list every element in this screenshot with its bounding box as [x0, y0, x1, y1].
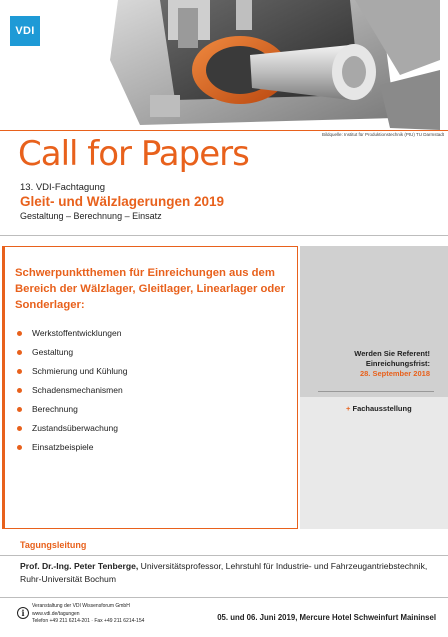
list-item-label: Einsatzbeispiele: [32, 442, 94, 452]
organizer-phone: Telefon +49 211 6214-201 · Fax +49 211 6214-154: [32, 618, 145, 624]
sidebar-panel: [300, 246, 448, 529]
sidebar-divider: [318, 391, 434, 392]
bullet-icon: [17, 388, 22, 393]
list-item: [17, 343, 127, 362]
chair-text: [20, 560, 435, 586]
chair-name: Prof. Dr.-Ing. Peter Tenberge,: [20, 561, 139, 571]
event-number: 13. VDI-Fachtagung: [20, 182, 106, 193]
event-date-venue: 05. und 06. Juni 2019, Mercure Hotel Schweinfurt Maininsel: [217, 613, 436, 622]
topics-heading: Schwerpunktthemen für Einreichungen aus dem Bereich der Wälzlager, Gleitlager, Linearlager oder Sonderlager:: [15, 267, 285, 311]
organizer-website[interactable]: www.vdi.de/tagungen: [32, 610, 80, 617]
bullet-icon: [17, 331, 22, 336]
topics-panel: [2, 246, 298, 529]
list-item-label: Schmierung und Kühlung: [32, 366, 128, 376]
event-tagline: Gestaltung – Berechnung – Einsatz: [20, 211, 162, 221]
section-divider: [0, 235, 448, 236]
list-item: [17, 400, 127, 419]
sidebar-lower-area: [300, 397, 448, 529]
chair-label: Tagungsleitung: [20, 540, 87, 550]
plus-icon: +: [346, 404, 351, 413]
chair-role: Universitätsprofessor, Lehrstuhl für Industrie- und Fahrzeugantriebstechnik, Ruhr-Universität Bochum: [20, 561, 428, 584]
list-item-label: Werkstoffentwicklungen: [32, 328, 122, 338]
list-item-label: Schadensmechanismen: [32, 385, 123, 395]
bearing-illustration: [0, 0, 448, 130]
topics-list: [17, 324, 127, 457]
list-item-label: Berechnung: [32, 404, 78, 414]
list-item-label: Zustandsüberwachung: [32, 423, 119, 433]
vdi-logo: VDI: [10, 16, 40, 46]
bullet-icon: [17, 350, 22, 355]
bullet-icon: [17, 369, 22, 374]
bullet-icon: [17, 445, 22, 450]
deadline-date: 28. September 2018: [359, 369, 430, 378]
header-divider: [0, 130, 448, 131]
list-item-label: Gestaltung: [32, 347, 74, 357]
bullet-icon: [17, 426, 22, 431]
chair-divider: [0, 555, 448, 556]
exhibition-note: [346, 404, 412, 413]
list-item: [17, 324, 127, 343]
exhibition-label: Fachausstellung: [352, 404, 412, 413]
organizer-info: [32, 603, 144, 626]
list-item: [17, 362, 127, 381]
deadline-label: Einreichungsfrist:: [365, 359, 430, 368]
bullet-icon: [17, 407, 22, 412]
list-item: [17, 438, 127, 457]
image-credit: Bildquelle: Institut für Produktionstechnik (PtU) TU Darmstadt: [322, 132, 444, 137]
footer-divider: [0, 597, 448, 598]
hero-image: [0, 0, 448, 130]
info-icon: i: [17, 607, 29, 619]
call-for-speakers: [300, 349, 430, 379]
list-item: [17, 419, 127, 438]
call-line: Werden Sie Referent!: [354, 349, 430, 358]
organizer-name: Veranstaltung der VDI Wissensforum GmbH: [32, 603, 130, 609]
list-item: [17, 381, 127, 400]
event-name: Gleit- und Wälzlagerungen 2019: [20, 194, 225, 209]
page-title: Call for Papers: [18, 134, 249, 174]
